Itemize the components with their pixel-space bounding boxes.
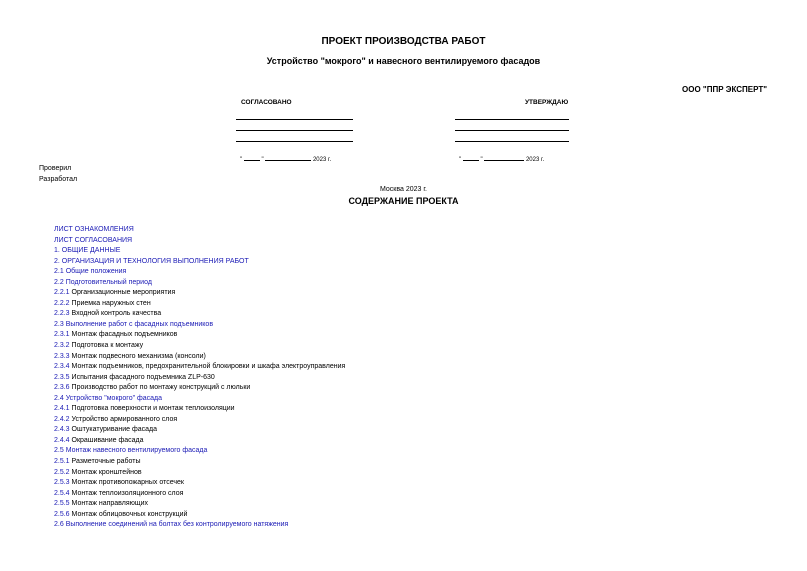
toc-item [54,309,345,320]
toc-item [54,267,345,278]
approved-signature-line [455,141,569,142]
toc-item-text: Устройство армированного слоя [71,415,178,423]
toc-item-text: Монтаж противопожарных отсечек [71,479,184,487]
approved-date [459,153,544,163]
toc-link[interactable] [54,331,177,338]
developed-by-label: Разработал [39,176,78,183]
toc-item [54,478,345,489]
toc-item-number: 2.4.4 [54,436,70,444]
date-year: 2023 г. [525,157,545,163]
toc-item-number: 2.4.2 [54,415,70,423]
toc-item [54,510,345,521]
toc-item-text: Монтаж кронштейнов [71,468,142,476]
toc-item-number: 1. [54,247,60,255]
approved-signature-line [455,119,569,120]
toc-item-text: Входной контроль качества [71,310,162,318]
contents-title: СОДЕРЖАНИЕ ПРОЕКТА [348,196,459,206]
toc-item [54,299,345,310]
toc-link[interactable] [54,258,249,265]
date-day-blank [244,153,260,161]
toc-item [54,394,345,405]
toc-item [54,278,345,289]
toc-link[interactable] [54,384,250,391]
toc-item-text: Монтаж подъемников, предохранительной блокировки и шкафа электроуправления [71,363,346,371]
toc-item-number: 2.4 [54,394,64,402]
toc-link[interactable] [54,469,142,476]
toc-item-text: Устройство "мокрого" фасада [65,394,163,402]
toc-item-text: Общие положения [65,268,127,276]
toc-item-number: 2.5.5 [54,500,70,508]
toc-item-text: Монтаж направляющих [71,500,149,508]
table-of-contents [54,225,345,531]
toc-link[interactable] [54,237,132,244]
toc-link[interactable] [54,490,183,497]
toc-link[interactable] [54,363,345,370]
toc-item-number: 2.5.2 [54,468,70,476]
toc-item-text: ЛИСТ ОЗНАКОМЛЕНИЯ [54,226,134,233]
toc-item [54,489,345,500]
toc-item-number: 2.3.5 [54,373,70,381]
toc-item [54,425,345,436]
date-quote-open: " [240,157,243,163]
agreed-signature-line [236,119,353,120]
date-day-blank [463,153,479,161]
toc-link[interactable] [54,458,141,465]
toc-item-text: Монтаж подвесного механизма (консоли) [71,352,206,360]
toc-item-text: Подготовка к монтажу [71,342,144,350]
toc-item-text: Выполнение соединений на болтах без контролируемого натяжения [65,521,289,529]
toc-link[interactable] [54,279,152,286]
toc-item [54,246,345,257]
toc-item [54,225,345,236]
city-year: Москва 2023 г. [379,186,427,193]
toc-item-number: 2.3.4 [54,363,70,371]
toc-item-number: 2.2.3 [54,310,70,318]
toc-item-number: 2.4.3 [54,426,70,434]
toc-item-text: Оштукатуривание фасада [71,426,158,434]
document-title: ПРОЕКТ ПРОИЗВОДСТВА РАБОТ [321,36,486,47]
toc-item-text: ОРГАНИЗАЦИЯ И ТЕХНОЛОГИЯ ВЫПОЛНЕНИЯ РАБОТ [61,257,249,265]
toc-item-text: Монтаж навесного вентилируемого фасада [65,447,208,455]
toc-link[interactable] [54,374,215,381]
toc-item-number: 2.2 [54,278,64,286]
toc-item [54,330,345,341]
toc-link[interactable] [54,300,151,307]
toc-item-number: 2.2.2 [54,299,70,307]
toc-link[interactable] [54,289,175,296]
toc-item-number: 2.5.6 [54,510,70,518]
toc-link[interactable] [54,479,184,486]
toc-item-number: 2.3.1 [54,331,70,339]
toc-link[interactable] [54,247,120,254]
agreed-heading: СОГЛАСОВАНО [241,99,292,106]
toc-item-text: Разметочные работы [71,458,141,466]
toc-item-text: Подготовительный период [65,278,152,286]
toc-item [54,436,345,447]
toc-link[interactable] [54,353,206,360]
toc-link[interactable] [54,426,157,433]
toc-item-text: Монтаж теплоизоляционного слоя [71,489,184,497]
toc-item-text: Монтаж фасадных подъемников [71,331,178,339]
toc-item [54,446,345,457]
toc-item [54,404,345,415]
toc-item-text: ОБЩИЕ ДАННЫЕ [61,247,121,255]
date-quote-close: " [480,157,483,163]
toc-item [54,236,345,247]
toc-item-text: Окрашивание фасада [71,436,144,444]
toc-item-number: 2.6 [54,521,64,529]
toc-link[interactable] [54,437,144,444]
toc-item-number: 2.1 [54,268,64,276]
toc-item-text: Организационные мероприятия [71,289,176,297]
toc-item-text: Испытания фасадного подъемника ZLP-630 [71,373,215,381]
date-quote-open: " [459,157,462,163]
toc-item-text: ЛИСТ СОГЛАСОВАНИЯ [54,236,133,244]
toc-item-text: Производство работ по монтажу конструкций с люльки [71,384,251,392]
toc-item [54,362,345,373]
toc-item-number: 2.4.1 [54,405,70,413]
toc-item [54,288,345,299]
toc-link[interactable] [54,511,187,518]
toc-item [54,257,345,268]
date-month-blank [265,153,311,161]
toc-link[interactable] [54,521,288,528]
toc-item-number: 2.3.3 [54,352,70,360]
toc-item [54,373,345,384]
toc-item [54,352,345,363]
toc-item-number: 2.5.4 [54,489,70,497]
date-year: 2023 г. [312,157,332,163]
toc-link[interactable] [54,321,213,328]
toc-item-number: 2.3.2 [54,342,70,350]
agreed-signature-line [236,130,353,131]
toc-item-number: 2.5.1 [54,458,70,466]
toc-link[interactable] [54,342,143,349]
toc-item [54,520,345,531]
approved-signature-line [455,130,569,131]
agreed-signature-line [236,141,353,142]
date-month-blank [484,153,524,161]
toc-item-text: Приемка наружных стен [71,299,151,307]
toc-item-number: 2.5 [54,447,64,455]
approved-heading: УТВЕРЖДАЮ [525,99,569,106]
toc-item-number: 2.3 [54,320,64,328]
document-subtitle: Устройство "мокрого" и навесного вентилируемого фасадов [266,56,541,66]
toc-item-text: Подготовка поверхности и монтаж теплоизоляции [71,405,235,413]
toc-item-number: 2.3.6 [54,384,70,392]
toc-item-number: 2.2.1 [54,289,70,297]
toc-link[interactable] [54,268,126,275]
toc-item [54,383,345,394]
date-quote-close: " [261,157,264,163]
toc-item-number: 2. [54,257,60,265]
toc-link[interactable] [54,395,162,402]
toc-item [54,468,345,479]
toc-item [54,499,345,510]
toc-item [54,341,345,352]
toc-item [54,457,345,468]
checked-by-label: Проверил [39,165,72,172]
toc-item-text: Монтаж облицовочных конструкций [71,510,188,518]
toc-link[interactable] [54,405,235,412]
toc-link[interactable] [54,416,177,423]
toc-item [54,320,345,331]
toc-item-text: Выполнение работ с фасадных подъемников [65,320,214,328]
toc-link[interactable] [54,310,161,317]
toc-link[interactable] [54,447,207,454]
toc-link[interactable] [54,226,134,233]
company-name: ООО "ППР ЭКСПЕРТ" [682,85,767,94]
toc-item [54,415,345,426]
toc-item-number: 2.5.3 [54,479,70,487]
agreed-date [240,153,331,163]
toc-link[interactable] [54,500,148,507]
